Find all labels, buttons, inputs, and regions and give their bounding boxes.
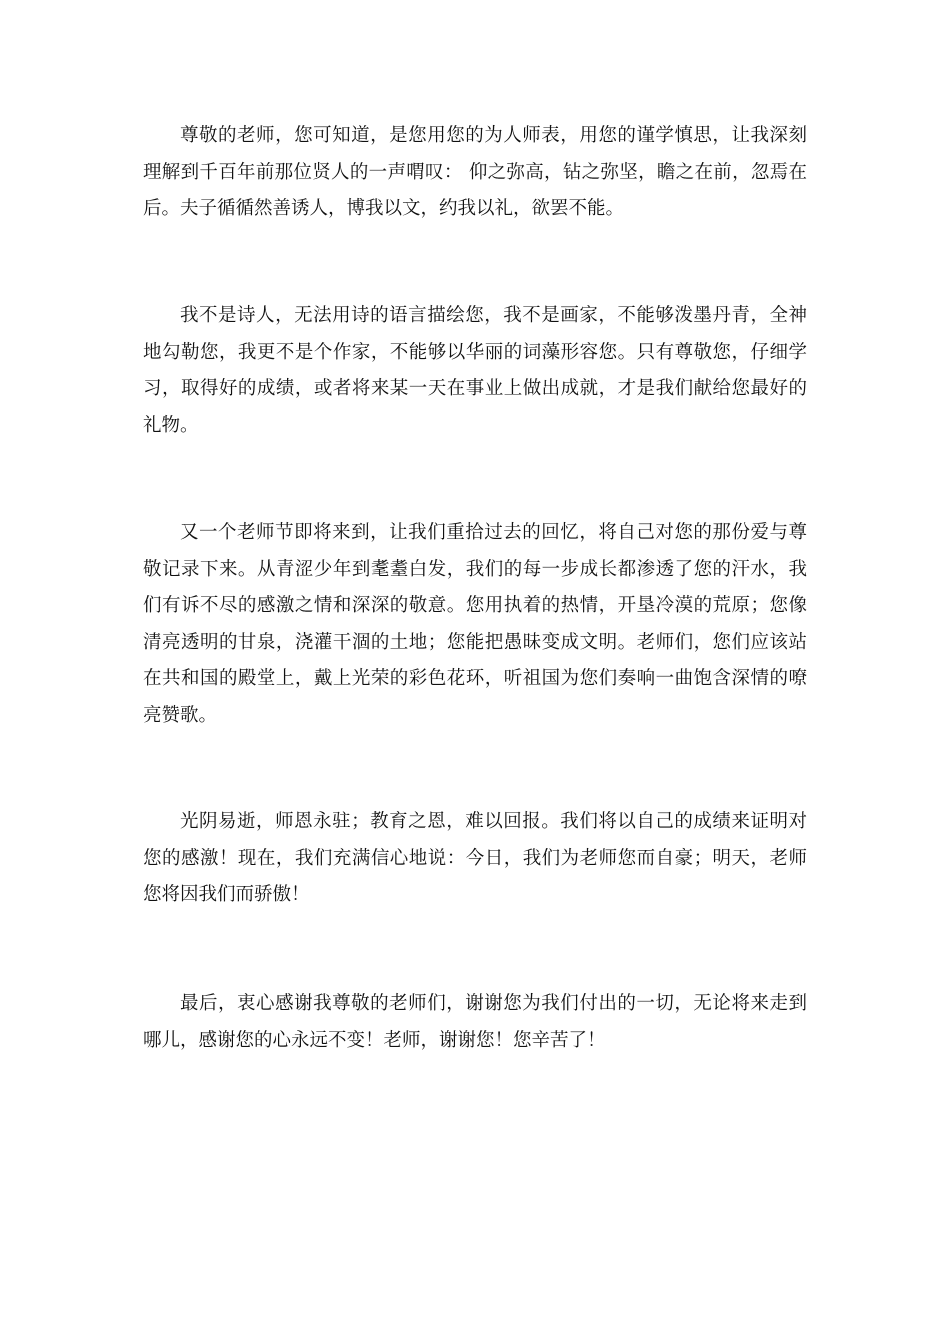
paragraph-respect-teacher: 尊敬的老师，您可知道，是您用您的为人师表，用您的谨学慎思，让我深刻理解到千百年前那位贤人的一声喟叹： 仰之弥高，钻之弥坚，瞻之在前，忽焉在后。夫子循循然善诱人，博我以文，约我以礼，欲罢不能。 (143, 125, 807, 220)
paragraph-time-passes: 光阴易逝，师恩永驻；教育之恩，难以回报。我们将以自己的成绩来证明对您的感激！现在，我们充满信心地说：今日，我们为老师您而自豪；明天，老师您将因我们而骄傲！ (143, 811, 807, 906)
paragraph-teachers-day: 又一个老师节即将来到，让我们重拾过去的回忆，将自己对您的那份爱与尊敬记录下来。从青涩少年到耄耋白发，我们的每一步成长都渗透了您的汗水，我们有诉不尽的感激之情和深深的敬意。您用执着的热情，开垦冷漠的荒原；您像清亮透明的甘泉，浇灌干涸的土地；您能把愚昧变成文明。老师们，您们应该站在共和国的殿堂上，戴上光荣的彩色花环，听祖国为您们奏响一曲饱含深情的嘹亮赞歌。 (143, 522, 807, 726)
paragraph-not-poet: 我不是诗人，无法用诗的语言描绘您，我不是画家，不能够泼墨丹青，全神地勾勒您，我更不是个作家，不能够以华丽的词藻形容您。只有尊敬您，仔细学习，取得好的成绩，或者将来某一天在事业上做出成就，才是我们献给您最好的礼物。 (143, 305, 807, 436)
paragraph-final-thanks: 最后，衷心感谢我尊敬的老师们，谢谢您为我们付出的一切，无论将来走到哪儿，感谢您的心永远不变！老师，谢谢您！您辛苦了！ (143, 993, 807, 1051)
